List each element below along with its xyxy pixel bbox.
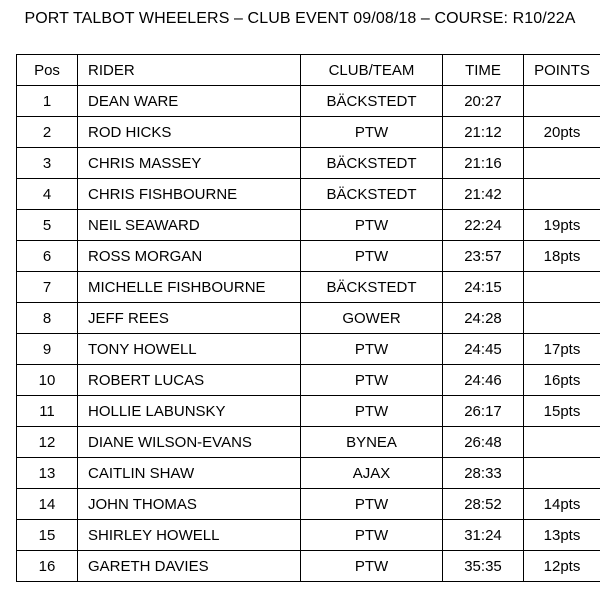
cell-club: BÄCKSTEDT bbox=[301, 148, 443, 179]
table-row bbox=[17, 458, 600, 489]
table-row bbox=[17, 303, 600, 334]
cell-points bbox=[524, 86, 600, 117]
cell-rider: ROSS MORGAN bbox=[78, 241, 301, 272]
header-pos: Pos bbox=[17, 55, 78, 86]
cell-pos: 14 bbox=[17, 489, 78, 520]
cell-pos: 8 bbox=[17, 303, 78, 334]
cell-rider: CAITLIN SHAW bbox=[78, 458, 301, 489]
cell-time: 26:48 bbox=[443, 427, 524, 458]
cell-rider: ROBERT LUCAS bbox=[78, 365, 301, 396]
cell-points: 18pts bbox=[524, 241, 600, 272]
table-row bbox=[17, 334, 600, 365]
cell-club: PTW bbox=[301, 365, 443, 396]
table-body bbox=[17, 86, 600, 582]
table-row bbox=[17, 117, 600, 148]
cell-time: 24:15 bbox=[443, 272, 524, 303]
cell-club: PTW bbox=[301, 210, 443, 241]
header-club: CLUB/TEAM bbox=[301, 55, 443, 86]
table-row bbox=[17, 551, 600, 582]
cell-rider: GARETH DAVIES bbox=[78, 551, 301, 582]
cell-pos: 11 bbox=[17, 396, 78, 427]
cell-pos: 1 bbox=[17, 86, 78, 117]
cell-time: 28:33 bbox=[443, 458, 524, 489]
table-row bbox=[17, 396, 600, 427]
cell-club: PTW bbox=[301, 396, 443, 427]
cell-club: BÄCKSTEDT bbox=[301, 272, 443, 303]
table-row bbox=[17, 520, 600, 551]
cell-pos: 15 bbox=[17, 520, 78, 551]
cell-pos: 6 bbox=[17, 241, 78, 272]
cell-rider: CHRIS MASSEY bbox=[78, 148, 301, 179]
cell-time: 21:12 bbox=[443, 117, 524, 148]
page-title: PORT TALBOT WHEELERS – CLUB EVENT 09/08/18 – COURSE: R10/22A bbox=[24, 10, 576, 27]
cell-rider: TONY HOWELL bbox=[78, 334, 301, 365]
cell-pos: 12 bbox=[17, 427, 78, 458]
cell-pos: 7 bbox=[17, 272, 78, 303]
header-rider: RIDER bbox=[78, 55, 301, 86]
cell-rider: HOLLIE LABUNSKY bbox=[78, 396, 301, 427]
cell-rider: JOHN THOMAS bbox=[78, 489, 301, 520]
cell-time: 21:16 bbox=[443, 148, 524, 179]
cell-points: 12pts bbox=[524, 551, 600, 582]
cell-time: 20:27 bbox=[443, 86, 524, 117]
cell-rider: JEFF REES bbox=[78, 303, 301, 334]
cell-time: 35:35 bbox=[443, 551, 524, 582]
cell-pos: 5 bbox=[17, 210, 78, 241]
cell-club: PTW bbox=[301, 241, 443, 272]
cell-club: PTW bbox=[301, 117, 443, 148]
cell-points: 13pts bbox=[524, 520, 600, 551]
table-row bbox=[17, 210, 600, 241]
cell-points: 19pts bbox=[524, 210, 600, 241]
cell-pos: 2 bbox=[17, 117, 78, 148]
table-row bbox=[17, 272, 600, 303]
cell-time: 28:52 bbox=[443, 489, 524, 520]
header-points: POINTS bbox=[524, 55, 600, 86]
results-table bbox=[16, 54, 600, 582]
cell-club: PTW bbox=[301, 520, 443, 551]
cell-time: 24:28 bbox=[443, 303, 524, 334]
cell-pos: 4 bbox=[17, 179, 78, 210]
table-row bbox=[17, 427, 600, 458]
cell-points bbox=[524, 272, 600, 303]
cell-time: 26:17 bbox=[443, 396, 524, 427]
cell-rider: NEIL SEAWARD bbox=[78, 210, 301, 241]
table-row bbox=[17, 148, 600, 179]
cell-points: 17pts bbox=[524, 334, 600, 365]
cell-time: 23:57 bbox=[443, 241, 524, 272]
cell-points bbox=[524, 427, 600, 458]
cell-club: GOWER bbox=[301, 303, 443, 334]
cell-club: BÄCKSTEDT bbox=[301, 179, 443, 210]
cell-time: 24:46 bbox=[443, 365, 524, 396]
cell-rider: SHIRLEY HOWELL bbox=[78, 520, 301, 551]
cell-pos: 3 bbox=[17, 148, 78, 179]
cell-pos: 13 bbox=[17, 458, 78, 489]
cell-club: BÄCKSTEDT bbox=[301, 86, 443, 117]
cell-pos: 16 bbox=[17, 551, 78, 582]
table-row bbox=[17, 489, 600, 520]
cell-time: 24:45 bbox=[443, 334, 524, 365]
cell-points: 15pts bbox=[524, 396, 600, 427]
table-header bbox=[17, 55, 600, 86]
cell-pos: 9 bbox=[17, 334, 78, 365]
table-row bbox=[17, 86, 600, 117]
cell-rider: DEAN WARE bbox=[78, 86, 301, 117]
cell-points: 14pts bbox=[524, 489, 600, 520]
cell-rider: DIANE WILSON-EVANS bbox=[78, 427, 301, 458]
header-time: TIME bbox=[443, 55, 524, 86]
cell-rider: CHRIS FISHBOURNE bbox=[78, 179, 301, 210]
cell-points bbox=[524, 179, 600, 210]
cell-pos: 10 bbox=[17, 365, 78, 396]
cell-club: PTW bbox=[301, 551, 443, 582]
cell-points: 16pts bbox=[524, 365, 600, 396]
cell-points bbox=[524, 148, 600, 179]
cell-time: 22:24 bbox=[443, 210, 524, 241]
cell-points bbox=[524, 458, 600, 489]
cell-club: PTW bbox=[301, 489, 443, 520]
cell-club: PTW bbox=[301, 334, 443, 365]
table-row bbox=[17, 179, 600, 210]
cell-club: BYNEA bbox=[301, 427, 443, 458]
cell-rider: ROD HICKS bbox=[78, 117, 301, 148]
cell-rider: MICHELLE FISHBOURNE bbox=[78, 272, 301, 303]
header-row bbox=[17, 55, 600, 86]
cell-club: AJAX bbox=[301, 458, 443, 489]
cell-time: 31:24 bbox=[443, 520, 524, 551]
cell-points bbox=[524, 303, 600, 334]
cell-points: 20pts bbox=[524, 117, 600, 148]
table-row bbox=[17, 241, 600, 272]
cell-time: 21:42 bbox=[443, 179, 524, 210]
table-row bbox=[17, 365, 600, 396]
